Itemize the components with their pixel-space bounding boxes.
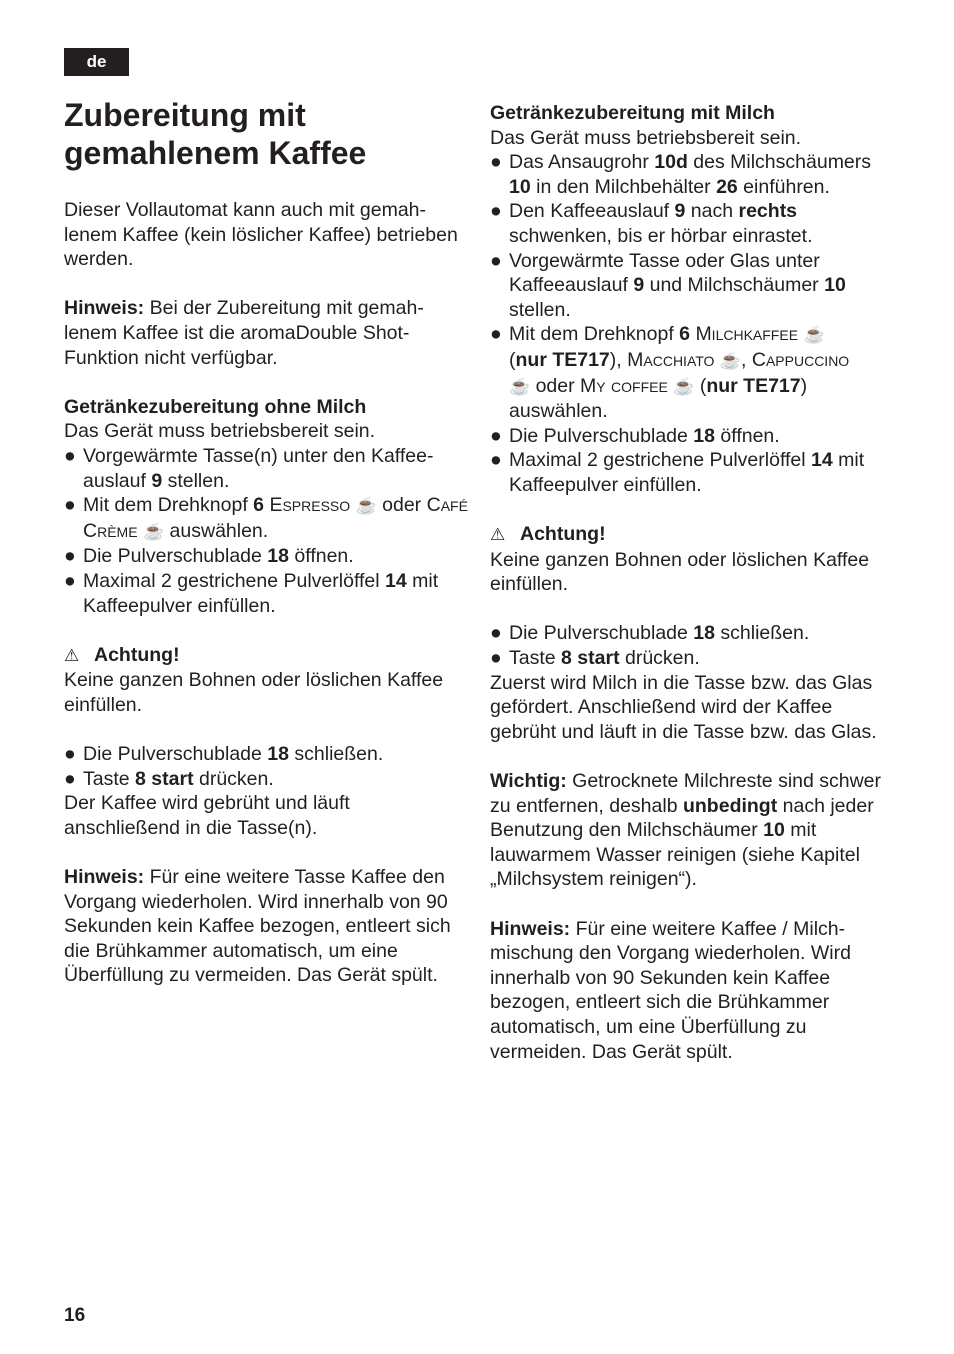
list-item: ● Taste 8 start drücken. — [64, 767, 274, 790]
list-item: ● Die Pulverschublade 18 schließen. — [490, 622, 810, 645]
macchiato-glass-icon: ☕ — [719, 350, 742, 370]
cafe-creme-cup-icon: ☕ — [142, 521, 165, 541]
warning-heading: ⚠ Achtung! — [490, 522, 895, 548]
list-item: ● Vorgewärmte Tasse(n) unter den Kaffee-auslauf 9 stellen. — [64, 444, 434, 492]
section-heading: Getränkezubereitung mit Milch — [490, 102, 775, 124]
list-item: ● Das Ansaugrohr 10d des Milchschäumers 10 in den Milchbehälter 26 einführen. — [490, 151, 872, 198]
bullet-icon: ● — [490, 424, 502, 447]
cappuccino-cup-icon: ☕ — [509, 376, 531, 396]
list-item: ● Mit dem Drehknopf 6 Milchkaffee ☕ (nur TE717), Macchiato ☕, Cappuccino ☕ oder My coffee ☕ (nur TE717) auswählen. — [490, 323, 850, 423]
bullet-icon: ● — [490, 323, 502, 346]
bullet-icon: ● — [64, 767, 76, 790]
section-heading: Getränkezubereitung ohne Milch — [64, 395, 367, 418]
note-paragraph: Hinweis: Bei der Zubereitung mit gemah-lenem Kaffee ist die aromaDouble Shot-Funktion nicht verfügbar. — [64, 297, 424, 369]
espresso-cup-icon: ☕ — [355, 496, 377, 516]
warning-icon: ⚠ — [490, 525, 506, 545]
intro-text: Dieser Vollautomat kann auch mit gemah-lenem Kaffee (kein löslicher Kaffee) betrieben werden. — [64, 199, 458, 271]
warning-text: Keine ganzen Bohnen oder löslichen Kaffee einfüllen. — [490, 548, 870, 596]
important-paragraph: Wichtig: Getrocknete Milchreste sind schwer zu entfernen, deshalb unbedingt nach jeder Benutzung den Milchschäumer 10 mit lauwarmem Wasser reinigen (siehe Kapitel „Milchsystem reinigen“). — [490, 770, 882, 891]
list-item: ● Vorgewärmte Tasse oder Glas unter Kaffeeauslauf 9 und Milchschäumer 10 stellen. — [490, 249, 846, 321]
result-text: Zuerst wird Milch in die Tasse bzw. das Glas gefördert. Anschließend wird der Kaffee gebrüht und läuft in die Tasse bzw. das Glas. — [490, 671, 877, 743]
bullet-icon: ● — [64, 545, 76, 568]
left-column — [64, 198, 469, 988]
list-item: ● Mit dem Drehknopf 6 Espresso ☕ oder Café Crème ☕ auswählen. — [64, 494, 468, 542]
warning-text: Keine ganzen Bohnen oder löslichen Kaffee einfüllen. — [64, 669, 444, 716]
warning-icon: ⚠ — [64, 645, 80, 665]
bullet-icon: ● — [490, 647, 502, 670]
bullet-icon: ● — [490, 449, 502, 472]
bullet-icon: ● — [64, 444, 76, 467]
right-column — [490, 101, 895, 1064]
list-item: ● Taste 8 start drücken. — [490, 647, 700, 670]
ready-text: Das Gerät muss betriebsbereit sein. — [490, 126, 802, 149]
list-item: ● Maximal 2 gestrichene Pulverlöffel 14 mit Kaffeepulver einfüllen. — [490, 449, 865, 496]
ready-text: Das Gerät muss betriebsbereit sein. — [64, 420, 376, 443]
note-paragraph: Hinweis: Für eine weitere Tasse Kaffee den Vorgang wiederholen. Wird innerhalb von 90 Sekunden kein Kaffee bezogen, entleert sich die Brühkammer automatisch, um eine Überfüllung zu vermeiden. Das Gerät spült. — [64, 866, 451, 987]
bullet-icon: ● — [64, 494, 76, 517]
list-item: ● Maximal 2 gestrichene Pulverlöffel 14 mit Kaffeepulver einfüllen. — [64, 569, 439, 617]
note-paragraph: Hinweis: Für eine weitere Kaffee / Milch-mischung den Vorgang wiederholen. Wird innerhalb von 90 Sekunden kein Kaffee bezogen, entleert sich die Brühkammer automatisch, um eine Überfüllung zu vermeiden. Das Gerät spült. — [490, 917, 851, 1063]
bullet-icon: ● — [490, 622, 502, 645]
language-tag: de — [64, 48, 129, 76]
bullet-icon: ● — [64, 569, 76, 592]
list-item: ● Die Pulverschublade 18 schließen. — [64, 743, 384, 766]
warning-heading: ⚠ Achtung! — [64, 643, 469, 669]
list-item: ● Die Pulverschublade 18 öffnen. — [490, 424, 780, 447]
bullet-icon: ● — [490, 249, 502, 272]
page-number: 16 — [64, 1305, 86, 1326]
bullet-icon: ● — [490, 151, 502, 174]
milchkaffee-cup-icon: ☕ — [803, 325, 825, 345]
page-title: Zubereitung mit gemahlenem Kaffee — [64, 97, 367, 171]
result-text: Der Kaffee wird gebrüht und läuft anschließend in die Tasse(n). — [64, 792, 350, 839]
my-coffee-cup-icon: ☕ — [673, 376, 695, 396]
list-item: ● Den Kaffeeauslauf 9 nach rechts schwenken, bis er hörbar einrastet. — [490, 200, 813, 247]
bullet-icon: ● — [490, 200, 502, 223]
bullet-icon: ● — [64, 743, 76, 766]
list-item: ● Die Pulverschublade 18 öffnen. — [64, 545, 354, 568]
